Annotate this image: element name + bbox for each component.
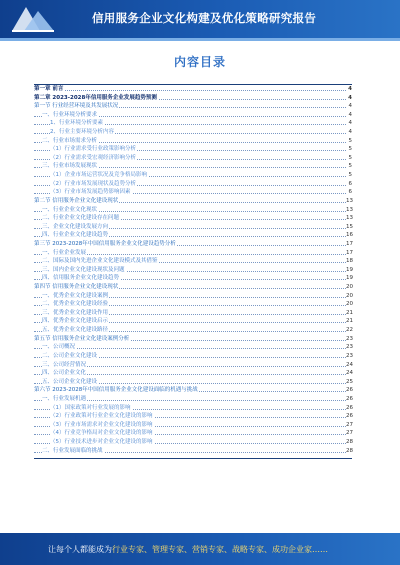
toc-page-number: 26 [346, 395, 353, 402]
toc-page-number: 26 [346, 404, 353, 411]
toc-entry[interactable] [34, 94, 352, 103]
toc-entry-title: （1）行业需求受行业政策影响分析 [50, 146, 137, 153]
toc-entry-title: 第四节 信用服务企业文化建设现状 [34, 284, 119, 291]
footer-bar [0, 533, 400, 565]
toc-page-number: 5 [346, 137, 352, 146]
toc-page-number: 16 [346, 232, 353, 239]
toc-entry-title: 第一节 行业经营环境及其发展状况 [34, 103, 119, 110]
toc-entry[interactable] [34, 223, 352, 232]
header-bar [0, 0, 400, 38]
toc-entry-title: 二、行业企业文化建设存在问题 [42, 215, 120, 222]
toc-entry[interactable] [34, 85, 352, 94]
toc-page-number: 20 [346, 301, 353, 308]
toc-entry-title: （5）行业技术进步对企业文化建设的影响 [50, 438, 153, 445]
toc-entry[interactable] [34, 317, 352, 326]
toc-page-number: 28 [346, 447, 353, 454]
toc-entry-title: 三、公司经营情况 [42, 361, 87, 368]
toc-entry-title: 四、优秀企业文化建设启示 [42, 318, 109, 325]
toc-entry-title: 一、行业环境分析要求 [42, 111, 98, 118]
toc-entry[interactable] [34, 214, 352, 223]
toc-page-number: 21 [346, 318, 353, 325]
toc-entry-title: （1）国家政策对行业发展的影响 [50, 404, 131, 411]
toc-entry[interactable] [34, 206, 352, 215]
toc-page-number: 23 [346, 352, 353, 359]
toc-entry[interactable] [34, 180, 352, 189]
toc-page-number: 17 [346, 249, 353, 256]
toc-page-number: 4 [346, 111, 352, 120]
toc-entry-title: 2、行业主要环境分析内容 [50, 129, 115, 136]
toc-page-number: 13 [346, 197, 353, 204]
toc-page-number: 18 [346, 258, 353, 265]
toc-entry-title: 三、优秀企业文化建设作用 [42, 309, 109, 316]
toc-page-number: 5 [346, 154, 352, 163]
toc-entry-title: （4）行业竞争格局对企业文化建设的影响 [50, 430, 153, 437]
toc-entry[interactable] [34, 111, 352, 120]
document-title: 信用服务企业文化构建及优化策略研究报告 [92, 11, 317, 25]
toc-entry[interactable] [34, 240, 352, 249]
toc-entry-title: （3）行业市场需求对企业文化建设的影响 [50, 421, 153, 428]
toc-entry-title: 一、行业企业文化现状 [42, 206, 98, 213]
toc-entry-title: 第二章 2023-2028年信用服务企业发展趋势预测 [34, 94, 157, 101]
toc-entry-title: 第三节 2023-2028年中国信用服务企业文化建设趋势分析 [34, 240, 176, 247]
header-divider [0, 38, 400, 41]
toc-entry[interactable] [34, 137, 352, 146]
toc-page-number: 13 [346, 215, 353, 222]
toc-page-number: 13 [346, 206, 353, 213]
toc-entry-title: 二、行业市场需求分析 [42, 137, 98, 144]
toc-entry-title: 一、行业发展机遇 [42, 395, 87, 402]
toc-page-number: 17 [346, 240, 353, 247]
toc-entry[interactable] [34, 429, 352, 438]
toc-entry[interactable] [34, 412, 352, 421]
toc-entry-title: （2）行业市场发展现状及趋势分析 [50, 180, 137, 187]
toc-page-number: 4 [346, 128, 352, 137]
toc-page-number: 19 [346, 266, 353, 273]
toc-entry-title: 三、行业市场发展现状 [42, 163, 98, 170]
toc-heading: 内容目录 [173, 55, 226, 69]
toc-entry-title: 三、国内企业文化建设现状及问题 [42, 266, 125, 273]
toc-page-number: 4 [346, 102, 352, 111]
toc-entry-title: 三、企业文化建设发展方向 [42, 223, 109, 230]
toc-page-number: 24 [346, 370, 353, 377]
toc-entry[interactable] [34, 404, 352, 413]
toc-entry[interactable] [34, 188, 352, 197]
toc-entry[interactable] [34, 447, 352, 456]
toc-page-number: 4 [346, 119, 352, 128]
footer-slogan [48, 544, 328, 555]
toc-entry-title: 二、行业发展面临的挑战 [42, 447, 103, 454]
toc-page-number: 4 [346, 85, 352, 94]
toc-page-number: 23 [346, 344, 353, 351]
toc-entry[interactable] [34, 292, 352, 301]
toc-entry-title: 一、行业企业发展 [42, 249, 87, 256]
toc-page-number: 6 [346, 188, 352, 197]
toc-entry-title: 五、优秀企业文化建设路径 [42, 327, 109, 334]
toc-entry[interactable] [34, 266, 352, 275]
toc-entry[interactable] [34, 171, 352, 180]
toc-page-number: 6 [346, 180, 352, 189]
toc-entry-title: 第五节 信用服务企业文化建设案例分析 [34, 335, 130, 342]
toc-bottom-rule [34, 458, 352, 459]
toc-entry-title: 二、优秀企业文化建设经验 [42, 301, 109, 308]
toc-entry-title: 一、优秀企业文化建设案例 [42, 292, 109, 299]
toc-page-number: 22 [346, 327, 353, 334]
toc-entry[interactable] [34, 361, 352, 370]
toc-entry-title: 一、公司概况 [42, 344, 76, 351]
toc-entry-title: 四、行业企业文化建设趋势 [42, 232, 109, 239]
toc-entry[interactable] [34, 197, 352, 206]
toc-entry[interactable] [34, 378, 352, 387]
toc-entry[interactable] [34, 309, 352, 318]
toc-entry-title: 四、信用服务企业文化建设趋势 [42, 275, 120, 282]
toc-page-number: 5 [346, 162, 352, 171]
toc-entry[interactable] [34, 335, 352, 344]
toc-page-number: 27 [346, 430, 353, 437]
toc-entry-title: 二、公司企业文化建设 [42, 352, 98, 359]
toc-page-number: 20 [346, 292, 353, 299]
toc-entry[interactable] [34, 326, 352, 335]
toc-entry[interactable] [34, 249, 352, 258]
toc-entry[interactable] [34, 343, 352, 352]
brand-logo-icon [10, 3, 56, 33]
footer-lead: 让每个人都能成为 [48, 545, 112, 554]
toc-page-number: 23 [346, 335, 353, 342]
toc-entry[interactable] [34, 257, 352, 266]
toc-entry-title: 第一章 前言 [34, 86, 64, 92]
toc-page-number: 24 [346, 361, 353, 368]
toc-entry[interactable] [34, 145, 352, 154]
toc-entry[interactable] [34, 438, 352, 447]
toc-page-number: 19 [346, 275, 353, 282]
toc-entry[interactable] [34, 162, 352, 171]
toc-entry-title: 二、国际及国内先进企业文化建设模式及其借鉴 [42, 258, 158, 265]
toc-entry[interactable] [34, 386, 352, 395]
toc-entry[interactable] [34, 369, 352, 378]
toc-entry-title: （1）企业市场运营状况及竞争格局影响 [50, 172, 148, 179]
toc-entry[interactable] [34, 128, 352, 137]
toc-page-number: 25 [346, 378, 353, 385]
toc-page-number: 27 [346, 421, 353, 428]
toc-page-number: 26 [346, 387, 353, 394]
toc-page-number: 15 [346, 223, 353, 230]
toc-entry[interactable] [34, 395, 352, 404]
toc-leader-dots [34, 348, 346, 349]
toc-entry-title: 四、公司企业文化 [42, 370, 87, 377]
toc-entry[interactable] [34, 154, 352, 163]
toc-entry-title: （2）行业政策对行业企业文化建设的影响 [50, 413, 153, 420]
toc-entry-title: 第二节 信用服务企业文化建设现状 [34, 197, 119, 204]
toc-entry[interactable] [34, 119, 352, 128]
toc-leader-dots [34, 90, 346, 91]
toc-entry[interactable] [34, 283, 352, 292]
toc-entry[interactable] [34, 102, 352, 111]
toc-list [34, 85, 352, 455]
toc-entry[interactable] [34, 274, 352, 283]
footer-items: 行业专家、管理专家、营销专家、战略专家、成功企业家…… [112, 545, 328, 554]
toc-page-number: 5 [346, 171, 352, 180]
toc-entry[interactable] [34, 352, 352, 361]
toc-entry-title: （3）行业市场发展趋势影响因素 [50, 189, 131, 196]
toc-entry[interactable] [34, 300, 352, 309]
toc-entry[interactable] [34, 231, 352, 240]
toc-page-number: 5 [346, 145, 352, 154]
toc-page-number: 4 [346, 94, 352, 103]
toc-page-number: 21 [346, 309, 353, 316]
toc-entry-title: 1、行业环境分析要素 [50, 120, 103, 127]
toc-entry[interactable] [34, 421, 352, 430]
toc-page-number: 26 [346, 413, 353, 420]
toc-page-number: 20 [346, 284, 353, 291]
toc-page-number: 28 [346, 438, 353, 445]
toc-entry-title: （2）行业需求受宏观经济影响分析 [50, 154, 137, 161]
toc-entry-title: 五、公司企业文化建设 [42, 378, 98, 385]
toc-entry-title: 第六节 2023-2028年中国信用服务企业文化建设面临的机遇与挑战 [34, 387, 198, 394]
